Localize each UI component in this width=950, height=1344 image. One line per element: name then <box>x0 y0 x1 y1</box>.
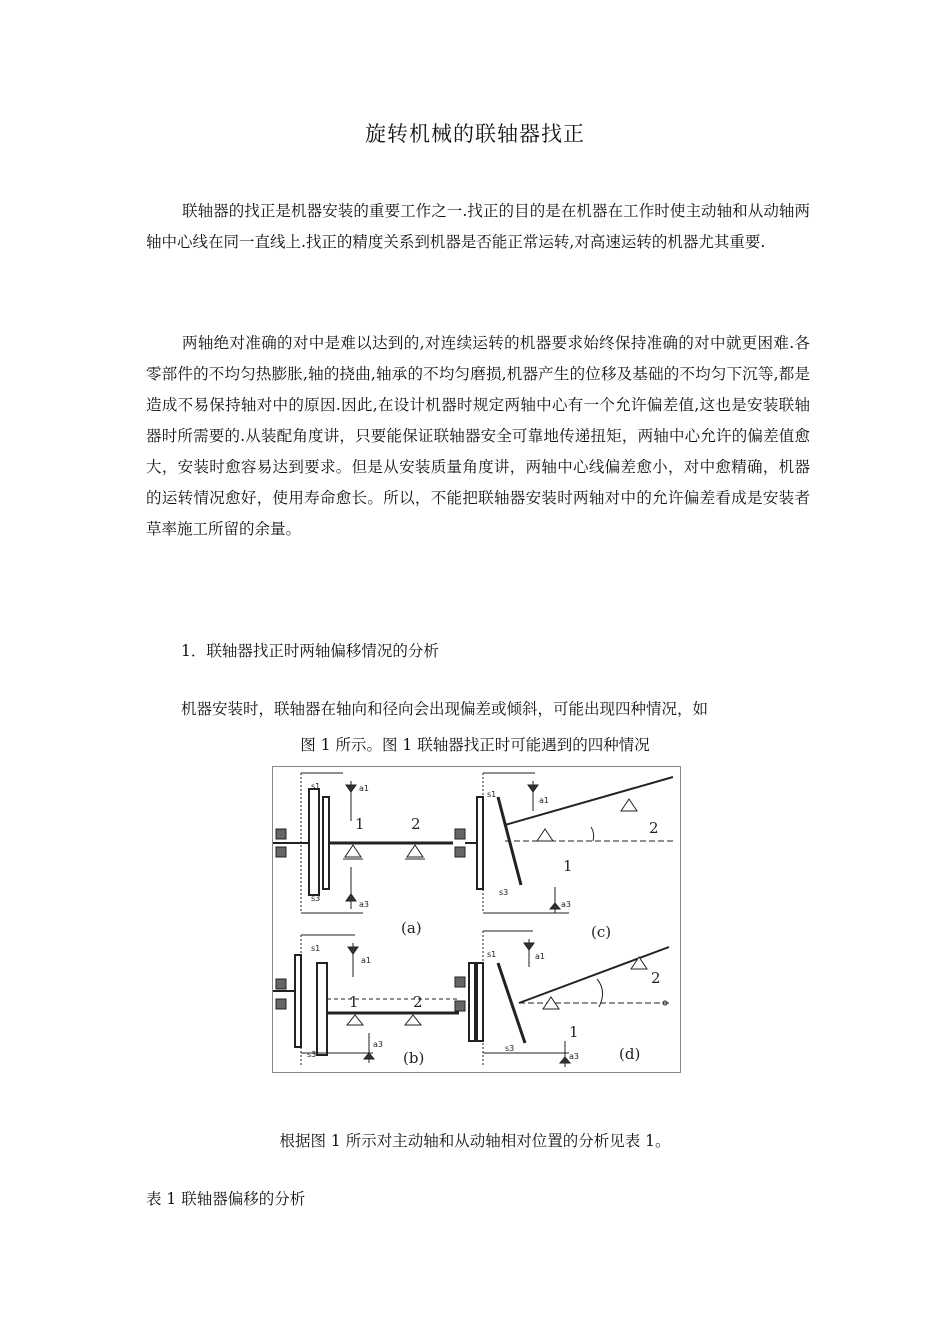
panel-a-s3-label: s3 <box>311 894 321 903</box>
panel-a-caption: (a) <box>401 919 422 937</box>
panel-c-s3-label: s3 <box>499 888 509 897</box>
panel-a-a3-label: a3 <box>359 900 369 909</box>
panel-a-drawing <box>273 773 453 913</box>
panel-d-caption: (d) <box>619 1045 641 1063</box>
panel-a-shaft2-label: 2 <box>411 815 421 833</box>
panel-a-s1-label: s1 <box>311 782 321 791</box>
panel-d-shaft2-label: 2 <box>651 969 661 987</box>
paragraph-intro: 联轴器的找正是机器安装的重要工作之一.找正的目的是在机器在工作时使主动轴和从动轴两轴中心线在同一直线上.找正的精度关系到机器是否能正常运转,对高速运转的机器尤其重要. <box>146 202 810 251</box>
paragraph-offset-line2: 图 1 所示。图 1 联轴器找正时可能遇到的四种情况 <box>300 736 650 754</box>
panel-c-shaft2-label: 2 <box>649 819 659 837</box>
panel-d-shaft1-label: 1 <box>569 1023 579 1041</box>
panel-c-s1-label: s1 <box>487 790 497 799</box>
panel-c-a3-label: a3 <box>561 900 571 909</box>
panel-d-a3-label: a3 <box>569 1052 579 1061</box>
paragraph-table-reference: 根据图 1 所示对主动轴和从动轴相对位置的分析见表 1。 <box>279 1132 671 1150</box>
panel-b-s1-label: s1 <box>311 944 321 953</box>
panel-b-s3-label: s3 <box>307 1050 317 1059</box>
section-heading: 1．联轴器找正时两轴偏移情况的分析 <box>181 642 439 660</box>
panel-d-s3-label: s3 <box>505 1044 515 1053</box>
panel-c-caption: (c) <box>591 923 612 941</box>
figure-coupling-cases <box>272 766 681 1073</box>
panel-d-s1-label: s1 <box>487 950 497 959</box>
panel-c-a1-label: a1 <box>539 796 549 805</box>
figure-drawing <box>273 767 680 1072</box>
paragraph-offset-line1: 机器安装时，联轴器在轴向和径向会出现偏差或倾斜，可能出现四种情况，如 <box>181 700 709 718</box>
page-title: 旋转机械的联轴器找正 <box>365 122 585 146</box>
table-caption: 表 1 联轴器偏移的分析 <box>146 1190 306 1208</box>
panel-b-shaft2-label: 2 <box>413 993 423 1011</box>
panel-b-caption: (b) <box>403 1049 425 1067</box>
panel-b-a3-label: a3 <box>373 1040 383 1049</box>
panel-c-shaft1-label: 1 <box>563 857 573 875</box>
panel-b-a1-label: a1 <box>361 956 371 965</box>
paragraph-alignment-difficulty: 两轴绝对准确的对中是难以达到的,对连续运转的机器要求始终保持准确的对中就更困难.各零部件的不均匀热膨胀,轴的挠曲,轴承的不均匀磨损,机器产生的位移及基础的不均匀下沉等,都是造成不易保持轴对中的原因.因此,在设计机器时规定两轴中心有一个允许偏差值,这也是安装联轴器时所需要的.从装配角度讲，只要能保证联轴器安全可靠地传递扭矩，两轴中心允许的偏差值愈大，安装时愈容易达到要求。但是从安装质量角度讲，两轴中心线偏差愈小，对中愈精确，机器的运转情况愈好，使用寿命愈长。所以，不能把联轴器安装时两轴对中的允许偏差看成是安装者草率施工所留的余量。 <box>146 334 810 538</box>
panel-a-shaft1-label: 1 <box>355 815 365 833</box>
panel-b-shaft1-label: 1 <box>349 993 359 1011</box>
panel-a-a1-label: a1 <box>359 784 369 793</box>
panel-d-a1-label: a1 <box>535 952 545 961</box>
